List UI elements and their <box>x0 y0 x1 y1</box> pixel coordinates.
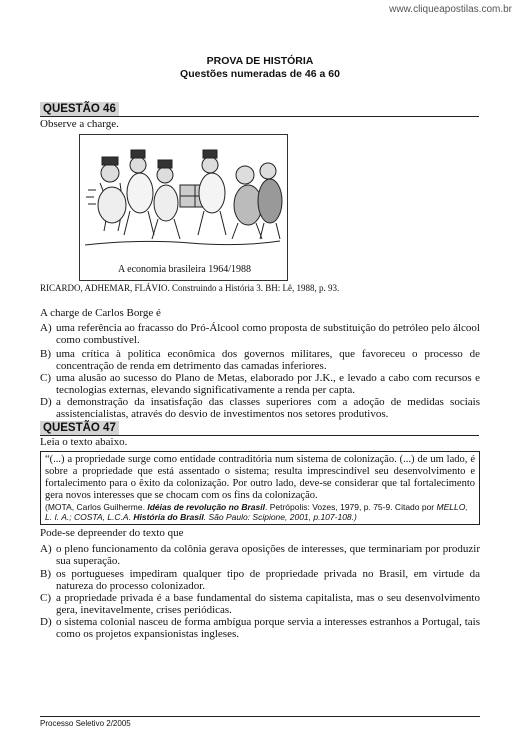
option-letter: A) <box>40 543 52 555</box>
option-text: a demonstração da insatisfação das classes superiores com a adoção de medidas sociais assistencialistas, através do desvio de investimentos nos setores produtivos. <box>56 396 480 420</box>
question-46-stem: A charge de Carlos Borge é <box>40 307 161 319</box>
site-url: www.cliqueapostilas.com.br <box>389 4 512 15</box>
question-47-option-b[interactable] <box>40 568 480 592</box>
citation-part-1: (MOTA, Carlos Guilherme. <box>45 502 148 512</box>
exam-subtitle: Questões numeradas de 46 a 60 <box>180 68 340 80</box>
option-text: os portugueses impediram qualquer tipo de propriedade privada no Brasil, em virtude da natureza do processo colonizador. <box>56 568 480 592</box>
citation-book-1: Idéias de revolução no Brasil <box>147 502 265 512</box>
option-letter: D) <box>40 396 52 408</box>
option-letter: C) <box>40 592 51 604</box>
option-text: uma alusão ao sucesso do Plano de Metas, elaborado por J.K., e levado a cabo com recursos e tecnologias externas, elevando significativamente a renda per capta. <box>56 372 480 396</box>
option-text: uma crítica à política econômica dos governos militares, que favoreceu o processo de concentração de renda em detrimento das camadas inferiores. <box>56 348 480 372</box>
option-text: uma referência ao fracasso do Pró-Álcool como proposta de substituição do petróleo pelo álcool como combustível. <box>56 322 480 346</box>
question-47-header <box>40 420 479 436</box>
option-letter: C) <box>40 372 51 384</box>
footer-rule <box>40 716 480 717</box>
question-47-stem: Pode-se depreender do texto que <box>40 527 184 539</box>
question-46-rule <box>40 116 479 117</box>
quote-box <box>40 451 480 525</box>
footer-text: Processo Seletivo 2/2005 <box>40 719 131 728</box>
option-text: o sistema colonial nasceu de forma ambígua porque servia a interesses estranhos a Portugal, tais como os projetos expansionistas ingleses. <box>56 616 480 640</box>
citation-part-2: . Petrópolis: Vozes, 1979, p. 75-9. Citado por <box>264 502 437 512</box>
option-text: o pleno funcionamento da colônia gerava oposições de interesses, que terminariam por produzir sua superação. <box>56 543 480 567</box>
question-47-intro: Leia o texto abaixo. <box>40 436 128 448</box>
citation-part-4: . São Paulo: Scipione, 2001, p.107-108.) <box>203 512 357 522</box>
question-46-header <box>40 101 479 117</box>
question-46-option-b[interactable] <box>40 348 480 372</box>
quote-text: “(...) a propriedade surge como entidade contraditória num sistema de colonização. (...) de um lado, é sobre a propriedade que está assentado o sistema; resulta imprescindível seu desenvolvimento e fortalecimento para o êxito da colonização. Por outro lado, deve-se considerar que tal fortalecimento gera novos interesses que se chocam com os fins da colonização. <box>45 454 475 501</box>
question-46-label: QUESTÃO 46 <box>40 102 119 116</box>
question-46-intro: Observe a charge. <box>40 118 119 130</box>
cartoon-drawing <box>80 135 287 280</box>
option-letter: D) <box>40 616 52 628</box>
cartoon-image <box>79 134 288 281</box>
citation-book-2: História do Brasil <box>133 512 204 522</box>
question-46-option-c[interactable] <box>40 372 480 396</box>
question-47-label: QUESTÃO 47 <box>40 421 119 435</box>
exam-title: PROVA DE HISTÓRIA <box>206 55 314 67</box>
quote-citation <box>45 502 475 522</box>
question-47-option-a[interactable] <box>40 543 480 567</box>
question-47-option-d[interactable] <box>40 616 480 640</box>
option-text: a propriedade privada é a base fundamental do sistema capitalista, mas o seu desenvolvimento gera, inevitavelmente, crises periódicas. <box>56 592 480 616</box>
option-letter: B) <box>40 568 51 580</box>
cartoon-caption: A economia brasileira 1964/1988 <box>118 264 252 275</box>
citation-part-3: MELLO, L. I. A.; COSTA, L.C.A. <box>45 502 468 522</box>
cartoon-source: RICARDO, ADHEMAR, FLÁVIO. Construindo a História 3. BH: Lê, 1988, p. 93. <box>40 283 340 293</box>
question-46-option-a[interactable] <box>40 322 480 346</box>
option-letter: B) <box>40 348 51 360</box>
option-letter: A) <box>40 322 52 334</box>
question-46-option-d[interactable] <box>40 396 480 420</box>
question-47-option-c[interactable] <box>40 592 480 616</box>
